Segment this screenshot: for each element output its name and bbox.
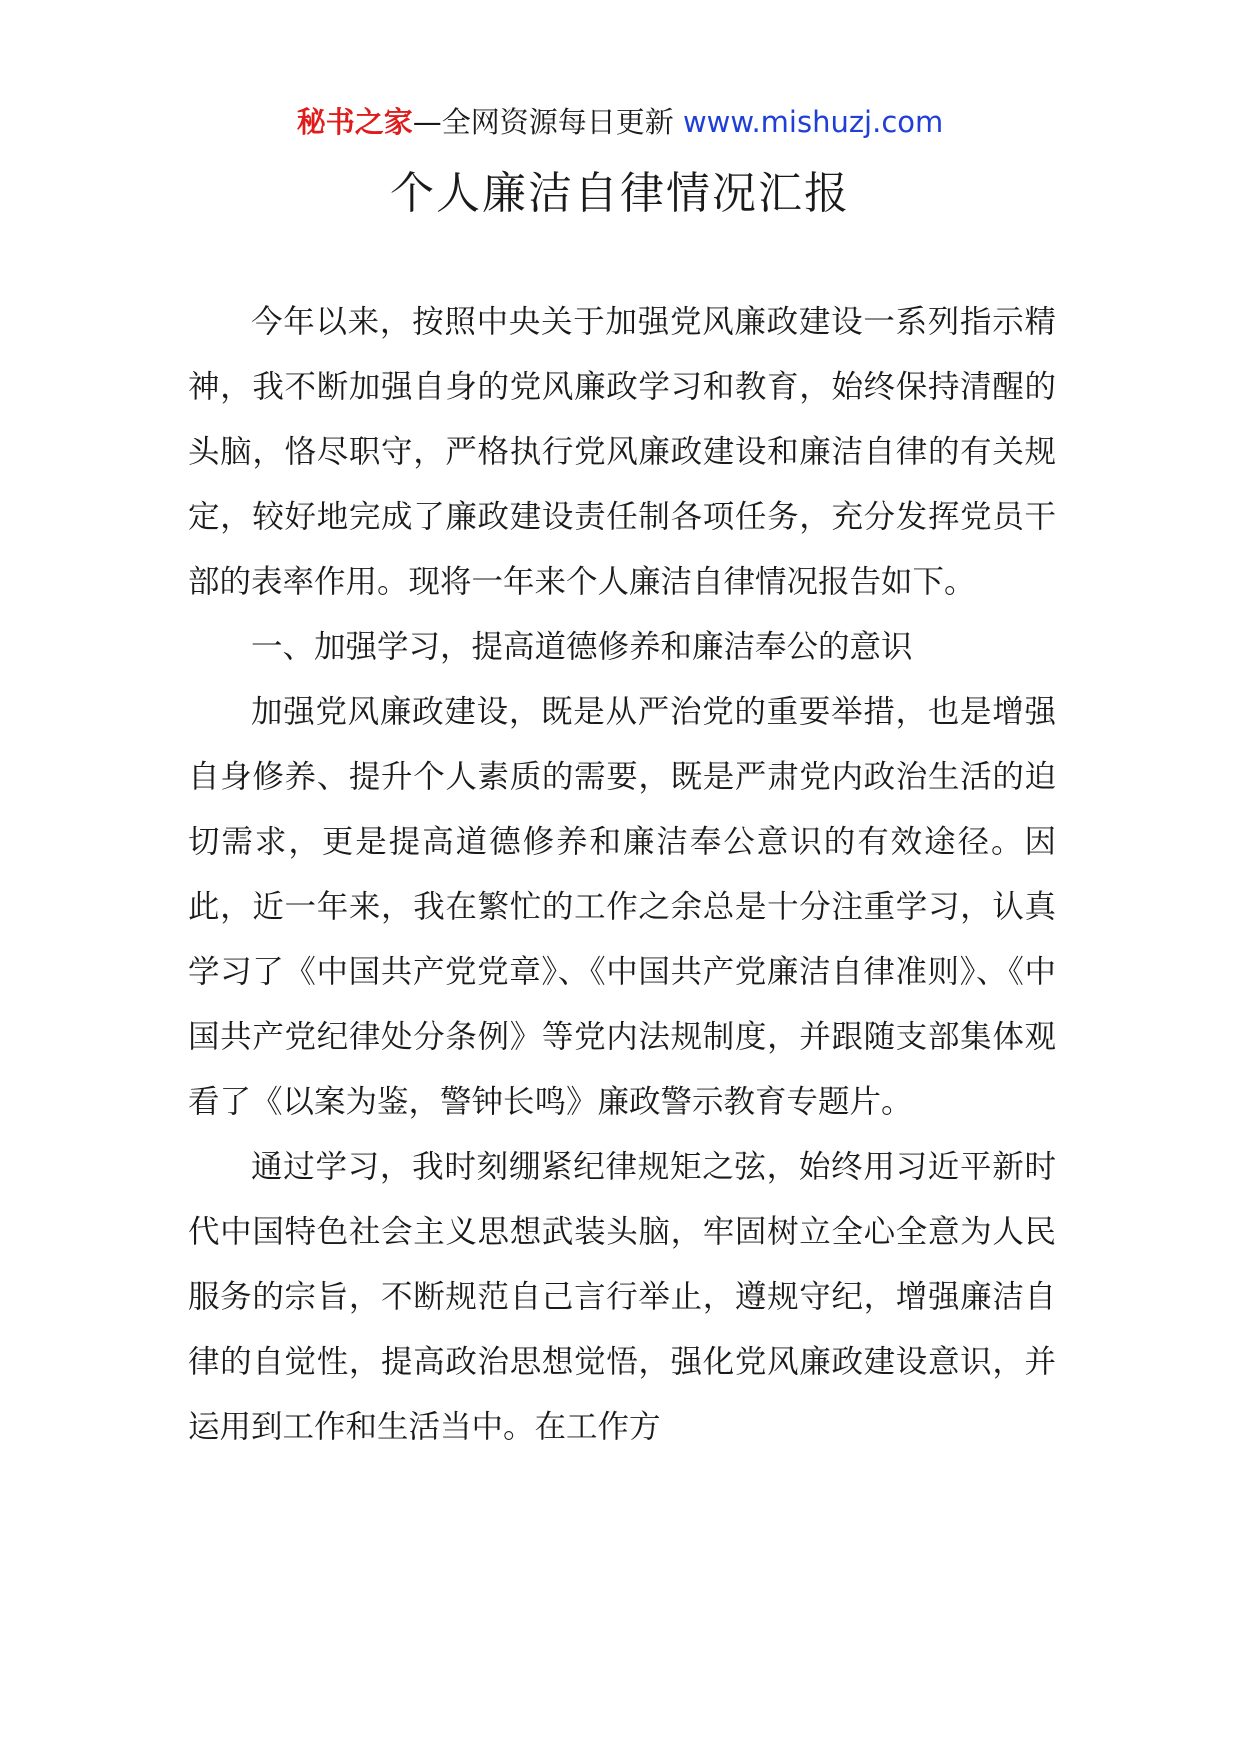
header-tagline: —全网资源每日更新 <box>412 105 683 139</box>
site-url-link[interactable]: www.mishuzj.com <box>682 105 944 139</box>
brand-name: 秘书之家 <box>296 105 413 139</box>
paragraph-intro: 今年以来，按照中央关于加强党风廉政建设一系列指示精神，我不断加强自身的党风廉政学习和教育，始终保持清醒的头脑，恪尽职守，严格执行党风廉政建设和廉洁自律的有关规定，较好地完成了廉政建设责任制各项任务，充分发挥党员干部的表率作用。现将一年来个人廉洁自律情况报告如下。 <box>188 304 1056 600</box>
section-heading-1: 一、加强学习，提高道德修养和廉洁奉公的意识 <box>251 629 913 665</box>
document-body <box>188 290 1056 1460</box>
document-title: 个人廉洁自律情况汇报 <box>390 168 850 219</box>
paragraph-result: 通过学习，我时刻绷紧纪律规矩之弦，始终用习近平新时代中国特色社会主义思想武装头脑，牢固树立全心全意为人民服务的宗旨，不断规范自己言行举止，遵规守纪，增强廉洁自律的自觉性，提高政治思想觉悟，强化党风廉政建设意识，并运用到工作和生活当中。在工作方 <box>188 1149 1056 1445</box>
paragraph-study: 加强党风廉政建设，既是从严治党的重要举措，也是增强自身修养、提升个人素质的需要，既是严肃党内政治生活的迫切需求，更是提高道德修养和廉洁奉公意识的有效途径。因此，近一年来，我在繁忙的工作之余总是十分注重学习，认真学习了《中国共产党党章》、《中国共产党廉洁自律准则》、《中国共产党纪律处分条例》等党内法规制度，并跟随支部集体观看了《以案为鉴，警钟长鸣》廉政警示教育专题片。 <box>188 694 1056 1120</box>
site-header <box>0 100 1240 144</box>
